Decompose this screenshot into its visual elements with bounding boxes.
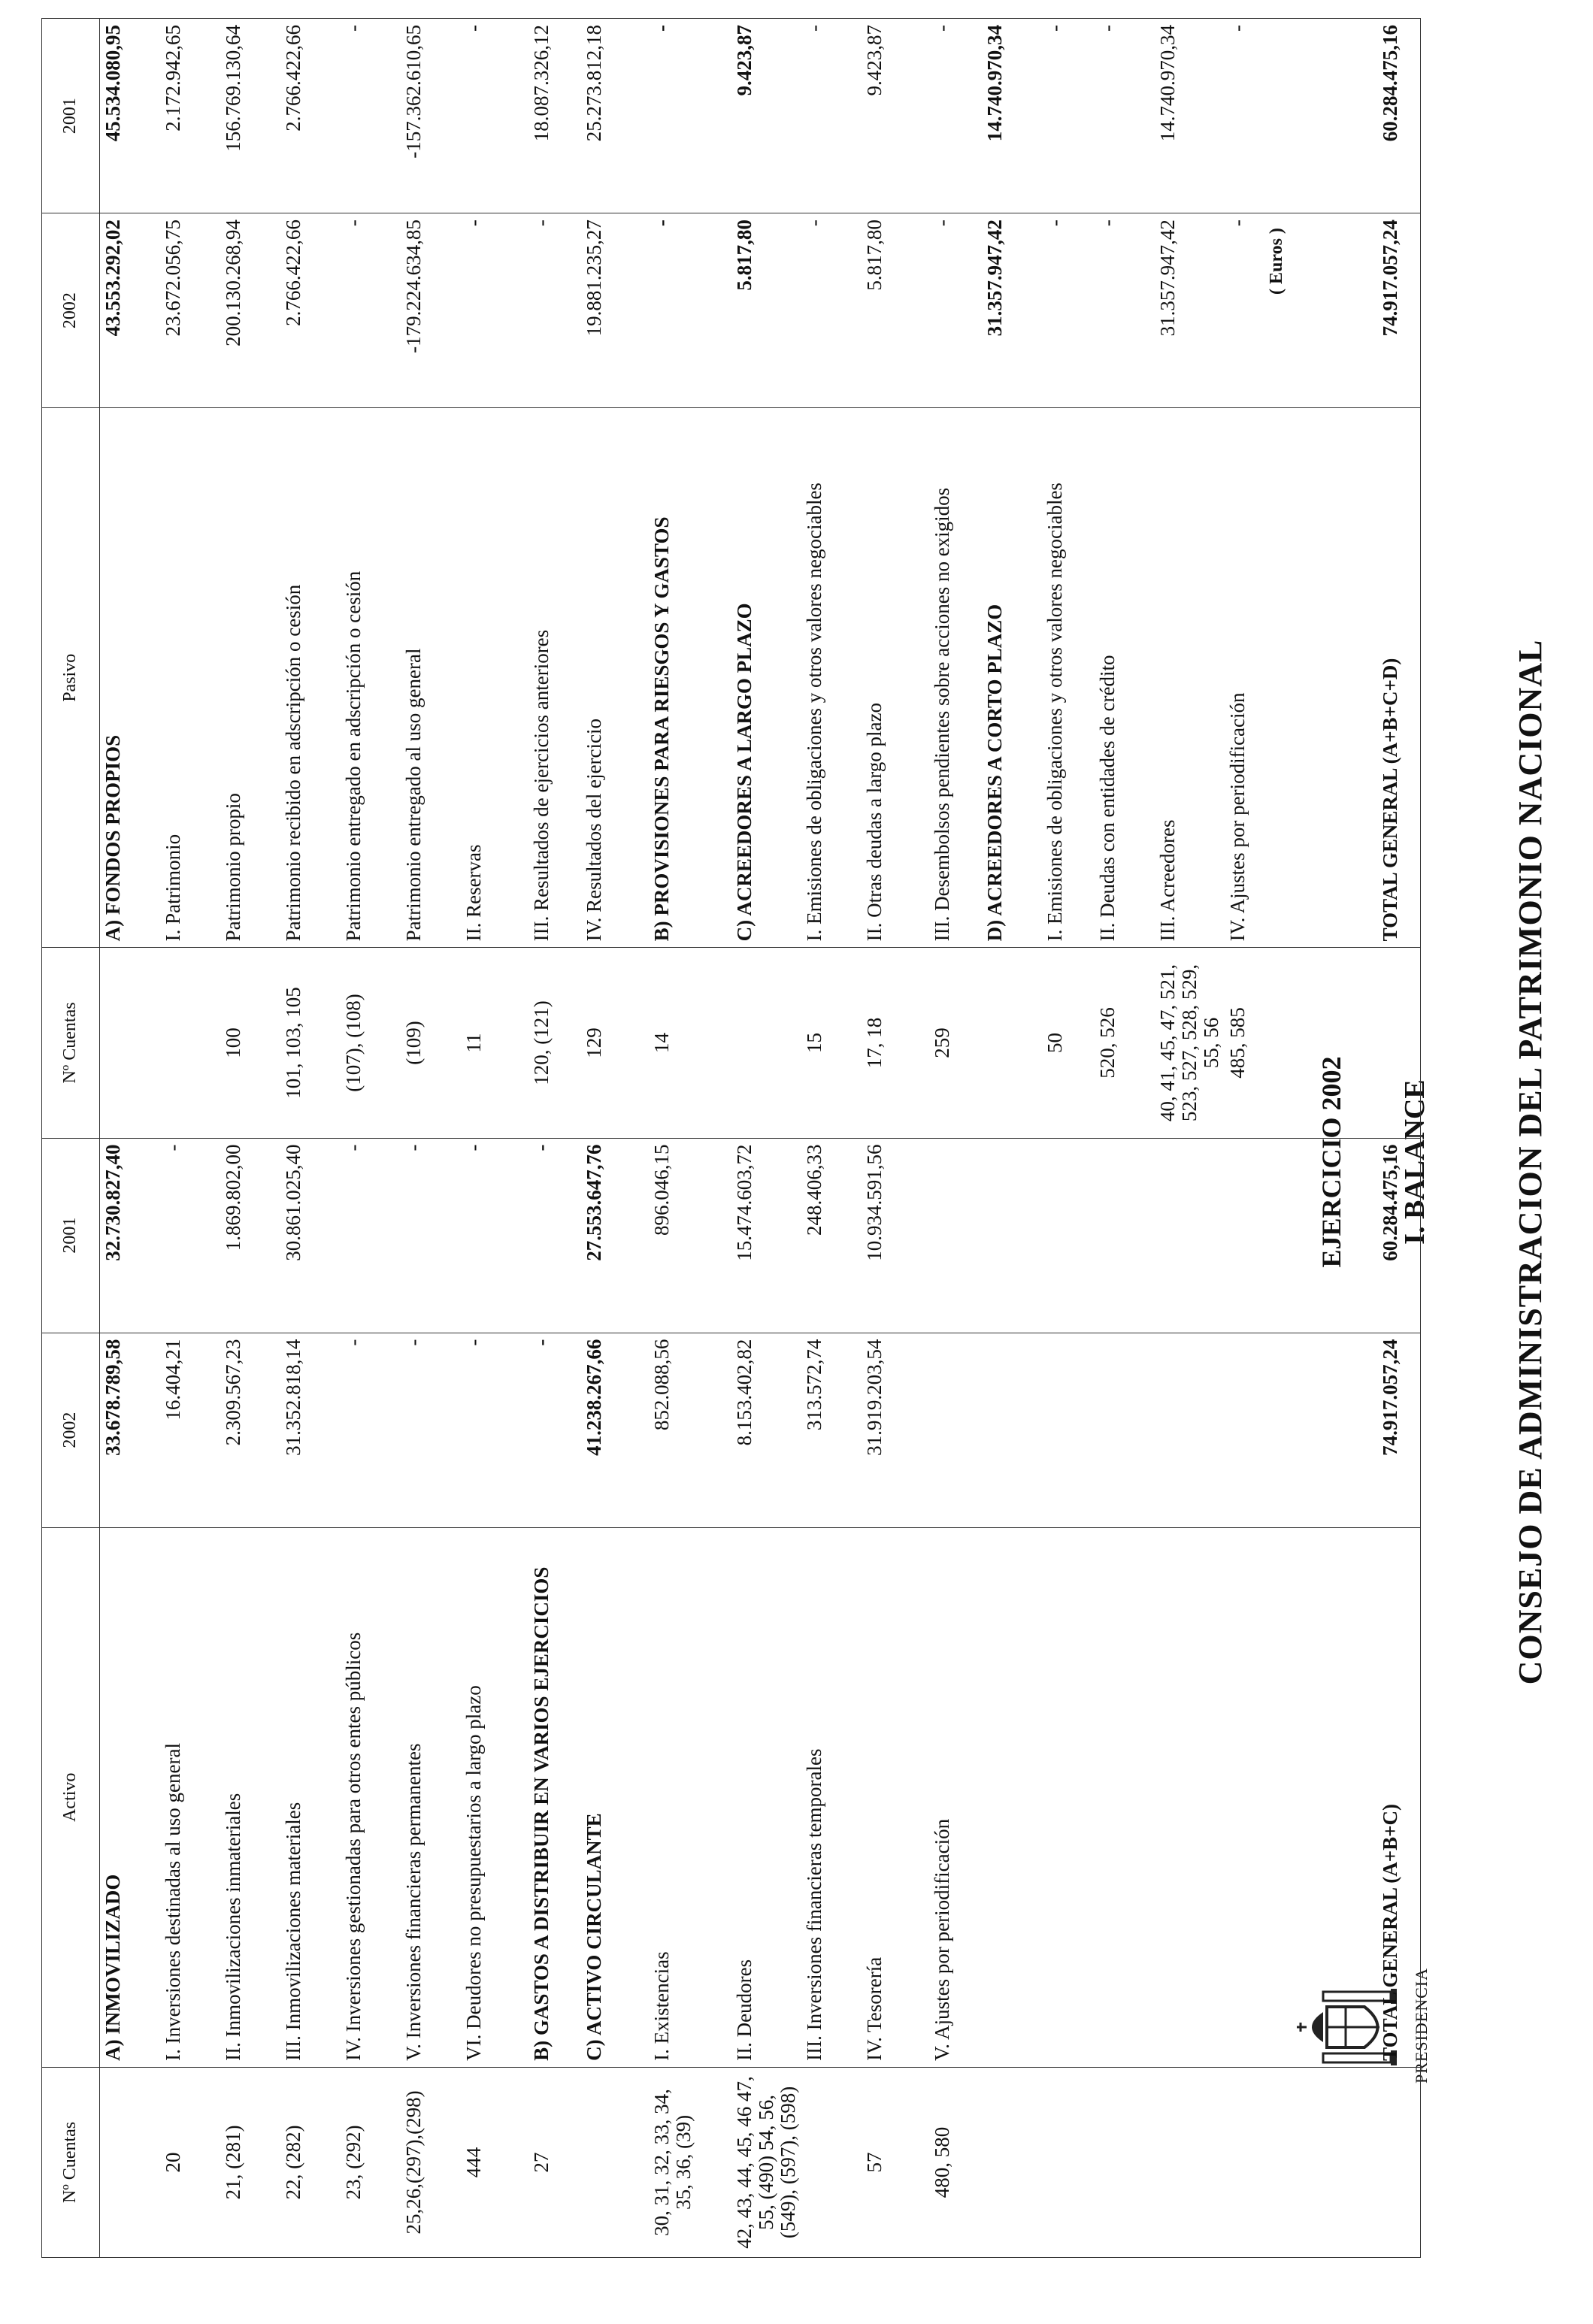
activo-account-cell: 57 bbox=[862, 2067, 929, 2257]
col-pasivo-2001: 2001 bbox=[42, 19, 100, 213]
table-row bbox=[581, 19, 649, 2258]
activo-label-cell: C) ACTIVO CIRCULANTE bbox=[581, 1527, 649, 2067]
pasivo-2002-cell: 31.357.947,42 bbox=[1155, 213, 1225, 408]
pasivo-2002-cell: 5.817,80 bbox=[862, 213, 929, 408]
activo-account-cell: 25,26,(297),(298) bbox=[401, 2067, 461, 2257]
activo-account-cell: 20 bbox=[160, 2067, 220, 2257]
activo-2002-cell: 8.153.402,82 bbox=[731, 1333, 801, 1527]
activo-account-cell bbox=[982, 2067, 1042, 2257]
pasivo-account-cell: 50 bbox=[1042, 948, 1095, 1138]
activo-2002-cell: - bbox=[401, 1333, 461, 1527]
activo-2001-cell: 30.861.025,40 bbox=[280, 1138, 341, 1333]
pasivo-label-cell: I. Emisiones de obligaciones y otros valores negociables bbox=[801, 408, 862, 948]
pasivo-label-cell: II. Deudas con entidades de crédito bbox=[1095, 408, 1155, 948]
pasivo-label-cell: B) PROVISIONES PARA RIESGOS Y GASTOS bbox=[649, 408, 731, 948]
activo-label-cell: II. Inmovilizaciones inmateriales bbox=[220, 1527, 280, 2067]
activo-2002-cell: 41.238.267,66 bbox=[581, 1333, 649, 1527]
activo-label-cell bbox=[1155, 1527, 1225, 2067]
activo-2001-cell: 60.284.475,16 bbox=[1360, 1138, 1420, 1333]
fiscal-year: EJERCICIO 2002 bbox=[1316, 1056, 1346, 1268]
pasivo-2001-cell: - bbox=[1095, 19, 1155, 213]
pasivo-account-cell: 40, 41, 45, 47, 521, 523, 527, 528, 529, 55, 56 bbox=[1155, 948, 1225, 1138]
activo-account-cell: 480, 580 bbox=[929, 2067, 982, 2257]
table-row bbox=[1042, 19, 1095, 2258]
activo-2001-cell: - bbox=[461, 1138, 528, 1333]
table-row bbox=[100, 19, 160, 2258]
activo-2002-cell: - bbox=[341, 1333, 401, 1527]
pasivo-label-cell: IV. Ajustes por periodificación bbox=[1225, 408, 1360, 948]
activo-label-cell: IV. Tesorería bbox=[862, 1527, 929, 2067]
pasivo-2001-cell: 45.534.080,95 bbox=[100, 19, 160, 213]
table-row bbox=[1095, 19, 1155, 2258]
pasivo-2001-cell: - bbox=[461, 19, 528, 213]
table-row bbox=[280, 19, 341, 2258]
activo-account-cell bbox=[1095, 2067, 1155, 2257]
table-row bbox=[220, 19, 280, 2258]
table-row bbox=[862, 19, 929, 2258]
pasivo-2002-cell: 43.553.292,02 bbox=[100, 213, 160, 408]
activo-2002-cell: 2.309.567,23 bbox=[220, 1333, 280, 1527]
pasivo-2001-cell: - bbox=[341, 19, 401, 213]
pasivo-account-cell: 15 bbox=[801, 948, 862, 1138]
activo-account-cell: 444 bbox=[461, 2067, 528, 2257]
activo-2001-cell: 248.406,33 bbox=[801, 1138, 862, 1333]
pasivo-2001-cell: 9.423,87 bbox=[731, 19, 801, 213]
pasivo-label-cell: I. Emisiones de obligaciones y otros valores negociables bbox=[1042, 408, 1095, 948]
pasivo-2002-cell: 74.917.057,24 bbox=[1360, 213, 1420, 408]
pasivo-label-cell: III. Resultados de ejercicios anteriores bbox=[528, 408, 581, 948]
pasivo-2001-cell: 25.273.812,18 bbox=[581, 19, 649, 213]
pasivo-2001-cell: 156.769.130,64 bbox=[220, 19, 280, 213]
activo-2002-cell: 74.917.057,24 bbox=[1360, 1333, 1420, 1527]
activo-2001-cell: 896.046,15 bbox=[649, 1138, 731, 1333]
activo-label-cell: IV. Inversiones gestionadas para otros entes públicos bbox=[341, 1527, 401, 2067]
activo-2001-cell: - bbox=[401, 1138, 461, 1333]
pasivo-account-cell bbox=[1360, 948, 1420, 1138]
table-row bbox=[1360, 19, 1420, 2258]
activo-2002-cell: 31.352.818,14 bbox=[280, 1333, 341, 1527]
pasivo-2002-cell: - bbox=[1095, 213, 1155, 408]
table-row bbox=[1225, 19, 1360, 2258]
activo-label-cell: TOTAL GENERAL (A+B+C) bbox=[1360, 1527, 1420, 2067]
table-row bbox=[731, 19, 801, 2258]
activo-label-cell: VI. Deudores no presupuestarios a largo plazo bbox=[461, 1527, 528, 2067]
pasivo-account-cell: 14 bbox=[649, 948, 731, 1138]
pasivo-label-cell: Patrimonio entregado al uso general bbox=[401, 408, 461, 948]
pasivo-2001-cell: 2.766.422,66 bbox=[280, 19, 341, 213]
pasivo-label-cell: Patrimonio recibido en adscripción o cesión bbox=[280, 408, 341, 948]
pasivo-label-cell: Patrimonio entregado en adscripción o cesión bbox=[341, 408, 401, 948]
col-activo-2001: 2001 bbox=[42, 1138, 100, 1333]
pasivo-2002-cell: 31.357.947,42 bbox=[982, 213, 1042, 408]
table-row bbox=[649, 19, 731, 2258]
table-row bbox=[929, 19, 982, 2258]
pasivo-2002-cell: 200.130.268,94 bbox=[220, 213, 280, 408]
activo-2002-cell bbox=[929, 1333, 982, 1527]
col-accounts-pasivo: Nº Cuentas bbox=[42, 948, 100, 1138]
activo-2002-cell: - bbox=[461, 1333, 528, 1527]
activo-account-cell: 23, (292) bbox=[341, 2067, 401, 2257]
activo-label-cell: I. Existencias bbox=[649, 1527, 731, 2067]
activo-account-cell bbox=[1360, 2067, 1420, 2257]
pasivo-2002-cell: - bbox=[801, 213, 862, 408]
activo-2002-cell bbox=[1095, 1333, 1155, 1527]
pasivo-2002-cell: - bbox=[461, 213, 528, 408]
pasivo-2002-cell: 5.817,80 bbox=[731, 213, 801, 408]
activo-account-cell bbox=[100, 2067, 160, 2257]
activo-2001-cell: 27.553.647,76 bbox=[581, 1138, 649, 1333]
document-title: CONSEJO DE ADMINISTRACION DEL PATRIMONIO NACIONAL bbox=[1512, 639, 1549, 1685]
pasivo-2002-cell: - bbox=[528, 213, 581, 408]
activo-2001-cell bbox=[1225, 1138, 1360, 1333]
table-row bbox=[1155, 19, 1225, 2258]
activo-2001-cell bbox=[1095, 1138, 1155, 1333]
activo-label-cell bbox=[1225, 1527, 1360, 2067]
pasivo-label-cell: IV. Resultados del ejercicio bbox=[581, 408, 649, 948]
pasivo-label-cell: TOTAL GENERAL (A+B+C+D) bbox=[1360, 408, 1420, 948]
table-header-row bbox=[42, 19, 100, 2258]
activo-2002-cell bbox=[1155, 1333, 1225, 1527]
pasivo-label-cell: D) ACREEDORES A CORTO PLAZO bbox=[982, 408, 1042, 948]
pasivo-2002-cell: 2.766.422,66 bbox=[280, 213, 341, 408]
activo-2001-cell: 10.934.591,56 bbox=[862, 1138, 929, 1333]
pasivo-2001-cell: - bbox=[1042, 19, 1095, 213]
pasivo-2002-cell: - bbox=[1042, 213, 1095, 408]
table-row bbox=[982, 19, 1042, 2258]
activo-label-cell: I. Inversiones destinadas al uso general bbox=[160, 1527, 220, 2067]
table-row bbox=[801, 19, 862, 2258]
pasivo-account-cell bbox=[982, 948, 1042, 1138]
activo-account-cell: 27 bbox=[528, 2067, 581, 2257]
pasivo-2001-cell: -157.362.610,65 bbox=[401, 19, 461, 213]
activo-label-cell: A) INMOVILIZADO bbox=[100, 1527, 160, 2067]
pasivo-account-cell: 17, 18 bbox=[862, 948, 929, 1138]
activo-2001-cell: 32.730.827,40 bbox=[100, 1138, 160, 1333]
col-accounts: Nº Cuentas bbox=[42, 2067, 100, 2257]
pasivo-account-cell: 485, 585 bbox=[1225, 948, 1360, 1138]
activo-2001-cell: - bbox=[341, 1138, 401, 1333]
activo-label-cell: III. Inversiones financieras temporales bbox=[801, 1527, 862, 2067]
pasivo-2002-cell: -179.224.634,85 bbox=[401, 213, 461, 408]
activo-account-cell bbox=[1155, 2067, 1225, 2257]
activo-label-cell: V. Ajustes por periodificación bbox=[929, 1527, 982, 2067]
pasivo-account-cell bbox=[100, 948, 160, 1138]
activo-2001-cell: - bbox=[160, 1138, 220, 1333]
activo-2002-cell: 852.088,56 bbox=[649, 1333, 731, 1527]
pasivo-2001-cell: - bbox=[801, 19, 862, 213]
activo-label-cell: V. Inversiones financieras permanentes bbox=[401, 1527, 461, 2067]
activo-label-cell: III. Inmovilizaciones materiales bbox=[280, 1527, 341, 2067]
table-row bbox=[341, 19, 401, 2258]
activo-account-cell: 22, (282) bbox=[280, 2067, 341, 2257]
pasivo-label-cell: Patrimonio propio bbox=[220, 408, 280, 948]
pasivo-label-cell: A) FONDOS PROPIOS bbox=[100, 408, 160, 948]
pasivo-account-cell: 100 bbox=[220, 948, 280, 1138]
activo-account-cell bbox=[1225, 2067, 1360, 2257]
pasivo-account-cell bbox=[731, 948, 801, 1138]
activo-2002-cell: 313.572,74 bbox=[801, 1333, 862, 1527]
activo-2001-cell bbox=[929, 1138, 982, 1333]
activo-2001-cell: 15.474.603,72 bbox=[731, 1138, 801, 1333]
pasivo-label-cell: II. Otras deudas a largo plazo bbox=[862, 408, 929, 948]
pasivo-2002-cell: - bbox=[1225, 213, 1360, 408]
pasivo-2001-cell: 18.087.326,12 bbox=[528, 19, 581, 213]
table-row bbox=[528, 19, 581, 2258]
activo-2002-cell bbox=[1225, 1333, 1360, 1527]
table-row bbox=[401, 19, 461, 2258]
activo-label-cell: B) GASTOS A DISTRIBUIR EN VARIOS EJERCICIOS bbox=[528, 1527, 581, 2067]
pasivo-account-cell: 120, (121) bbox=[528, 948, 581, 1138]
pasivo-account-cell: 129 bbox=[581, 948, 649, 1138]
pasivo-label-cell: II. Reservas bbox=[461, 408, 528, 948]
activo-label-cell bbox=[1095, 1527, 1155, 2067]
pasivo-account-cell: 11 bbox=[461, 948, 528, 1138]
activo-account-cell: 21, (281) bbox=[220, 2067, 280, 2257]
activo-label-cell bbox=[1042, 1527, 1095, 2067]
pasivo-2001-cell: 2.172.942,65 bbox=[160, 19, 220, 213]
activo-account-cell bbox=[1042, 2067, 1095, 2257]
activo-2001-cell: - bbox=[528, 1138, 581, 1333]
activo-account-cell: 30, 31, 32, 33, 34, 35, 36, (39) bbox=[649, 2067, 731, 2257]
activo-account-cell bbox=[581, 2067, 649, 2257]
pasivo-2002-cell: 19.881.235,27 bbox=[581, 213, 649, 408]
pasivo-2002-cell: - bbox=[341, 213, 401, 408]
col-pasivo: Pasivo bbox=[42, 408, 100, 948]
pasivo-account-cell: 520, 526 bbox=[1095, 948, 1155, 1138]
table-row bbox=[160, 19, 220, 2258]
pasivo-label-cell: C) ACREEDORES A LARGO PLAZO bbox=[731, 408, 801, 948]
col-activo: Activo bbox=[42, 1527, 100, 2067]
pasivo-label-cell: I. Patrimonio bbox=[160, 408, 220, 948]
table-row bbox=[461, 19, 528, 2258]
activo-2002-cell: 33.678.789,58 bbox=[100, 1333, 160, 1527]
pasivo-account-cell: (107), (108) bbox=[341, 948, 401, 1138]
pasivo-2001-cell: 60.284.475,16 bbox=[1360, 19, 1420, 213]
col-pasivo-2002: 2002 bbox=[42, 213, 100, 408]
pasivo-2001-cell: 9.423,87 bbox=[862, 19, 929, 213]
activo-2001-cell bbox=[982, 1138, 1042, 1333]
activo-2001-cell bbox=[1155, 1138, 1225, 1333]
col-activo-2002: 2002 bbox=[42, 1333, 100, 1527]
currency-note: ( Euros ) bbox=[1267, 228, 1286, 295]
pasivo-2001-cell: - bbox=[929, 19, 982, 213]
section-title: I. BALANCE bbox=[1399, 1079, 1431, 1245]
pasivo-2001-cell: - bbox=[1225, 19, 1360, 213]
pasivo-account-cell: (109) bbox=[401, 948, 461, 1138]
activo-2002-cell bbox=[1042, 1333, 1095, 1527]
activo-label-cell: II. Deudores bbox=[731, 1527, 801, 2067]
activo-2002-cell: 31.919.203,54 bbox=[862, 1333, 929, 1527]
pasivo-label-cell: III. Acreedores bbox=[1155, 408, 1225, 948]
activo-2002-cell: - bbox=[528, 1333, 581, 1527]
pasivo-2001-cell: 14.740.970,34 bbox=[1155, 19, 1225, 213]
activo-2001-cell: 1.869.802,00 bbox=[220, 1138, 280, 1333]
pasivo-label-cell: III. Desembolsos pendientes sobre acciones no exigidos bbox=[929, 408, 982, 948]
activo-label-cell bbox=[982, 1527, 1042, 2067]
activo-account-cell bbox=[801, 2067, 862, 2257]
logo-label: PRESIDENCIA bbox=[1412, 1967, 1431, 2083]
activo-account-cell: 42, 43, 44, 45, 46 47, 55, (490) 54, 56, (549), (597), (598) bbox=[731, 2067, 801, 2257]
pasivo-2001-cell: - bbox=[649, 19, 731, 213]
activo-2001-cell bbox=[1042, 1138, 1095, 1333]
pasivo-account-cell: 259 bbox=[929, 948, 982, 1138]
activo-2002-cell bbox=[982, 1333, 1042, 1527]
pasivo-2002-cell: - bbox=[929, 213, 982, 408]
pasivo-2001-cell: 14.740.970,34 bbox=[982, 19, 1042, 213]
pasivo-account-cell: 101, 103, 105 bbox=[280, 948, 341, 1138]
balance-table bbox=[41, 18, 1421, 2258]
pasivo-2002-cell: - bbox=[649, 213, 731, 408]
pasivo-account-cell bbox=[160, 948, 220, 1138]
activo-2002-cell: 16.404,21 bbox=[160, 1333, 220, 1527]
pasivo-2002-cell: 23.672.056,75 bbox=[160, 213, 220, 408]
